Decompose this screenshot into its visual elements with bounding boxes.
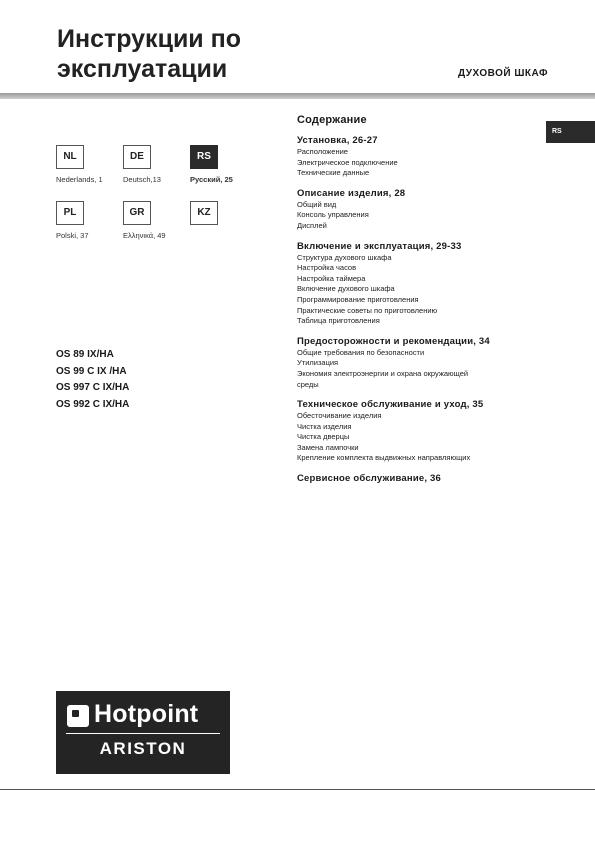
section-item[interactable]: Расположение: [297, 147, 348, 156]
section-item[interactable]: Дисплей: [297, 220, 327, 230]
language-label: Deutsch,13: [123, 175, 161, 184]
section-heading[interactable]: Включение и эксплуатация, 29-33: [297, 240, 462, 252]
language-label: Polski, 37: [56, 231, 89, 240]
contents-section-description: [297, 188, 542, 232]
document-title: [57, 24, 357, 84]
model-name: OS 89 IX/HA: [56, 349, 114, 360]
logo-square-icon: [67, 705, 89, 727]
contents-section-service: [297, 473, 542, 485]
section-item[interactable]: Обесточивание изделия: [297, 411, 382, 421]
section-item[interactable]: Общие требования по безопасности: [297, 347, 425, 357]
title-line-1: Инструкции по: [57, 25, 241, 53]
section-heading[interactable]: Описание изделия, 28: [297, 187, 406, 199]
language-code-box: KZ: [190, 201, 218, 225]
language-item-kz[interactable]: [190, 201, 252, 225]
model-list: [56, 347, 129, 413]
language-code-box: PL: [56, 201, 84, 225]
language-code-box-active: RS: [190, 145, 218, 169]
section-item[interactable]: Структура духового шкафа: [297, 252, 392, 262]
language-label: Русский, 25: [190, 175, 233, 184]
logo-brand-text: Hotpoint: [94, 700, 199, 728]
section-item[interactable]: Таблица приготовления: [297, 316, 380, 326]
section-heading[interactable]: Сервисное обслуживание, 36: [297, 473, 441, 485]
section-item[interactable]: Общий вид: [297, 199, 337, 209]
logo-sub-brand-text: ARISTON: [99, 739, 187, 758]
hotpoint-ariston-logo: [56, 691, 230, 774]
contents-title: Содержание: [297, 114, 367, 126]
language-side-tab: RS: [546, 121, 595, 143]
language-item-pl[interactable]: [56, 201, 118, 240]
contents-section-installation: [297, 135, 542, 179]
header-divider: [0, 93, 595, 99]
language-code-box: DE: [123, 145, 151, 169]
model-name: OS 997 C IX/HA: [56, 382, 130, 393]
section-item[interactable]: Электрическое подключение: [297, 157, 398, 167]
language-item-gr[interactable]: [123, 201, 185, 240]
language-item-nl[interactable]: [56, 145, 118, 184]
section-item[interactable]: Включение духового шкафа: [297, 284, 395, 294]
logo-divider: [66, 733, 220, 734]
section-item[interactable]: Технические данные: [297, 168, 370, 178]
contents-section-precautions: [297, 336, 542, 390]
section-item[interactable]: Крепление комплекта выдвижных направляющих: [297, 453, 471, 463]
section-item[interactable]: Экономия электроэнергии и охрана окружающей: [297, 368, 469, 378]
section-heading[interactable]: Техническое обслуживание и уход, 35: [297, 399, 484, 411]
model-name: OS 992 C IX/HA: [56, 398, 130, 410]
model-name: OS 99 C IX /HA: [56, 365, 127, 377]
section-item[interactable]: Чистка изделия: [297, 421, 352, 431]
contents-section-maintenance: [297, 399, 542, 464]
contents-section-operation: [297, 241, 542, 327]
table-of-contents: [297, 114, 542, 494]
section-item[interactable]: Чистка дверцы: [297, 432, 350, 442]
footer-divider: [0, 789, 595, 790]
language-item-rs[interactable]: [190, 145, 252, 184]
section-heading[interactable]: Предосторожности и рекомендации, 34: [297, 335, 490, 347]
section-item[interactable]: Программирование приготовления: [297, 294, 419, 304]
language-label: Ελληνικά, 49: [123, 231, 166, 240]
section-item[interactable]: Настройка часов: [297, 263, 357, 273]
section-heading[interactable]: Установка, 26-27: [297, 135, 378, 146]
section-item[interactable]: Консоль управления: [297, 210, 369, 220]
language-label: Nederlands, 1: [56, 175, 103, 184]
language-item-de[interactable]: [123, 145, 185, 184]
product-type: ДУХОВОЙ ШКАФ: [458, 68, 549, 79]
section-item[interactable]: среды: [297, 379, 319, 389]
title-line-2: эксплуатации: [57, 55, 228, 83]
section-item[interactable]: Настройка таймера: [297, 273, 366, 283]
section-item[interactable]: Утилизация: [297, 358, 339, 368]
section-item[interactable]: Практические советы по приготовлению: [297, 305, 438, 315]
section-item[interactable]: Замена лампочки: [297, 442, 359, 452]
language-code-box: NL: [56, 145, 84, 169]
language-code-box: GR: [123, 201, 151, 225]
